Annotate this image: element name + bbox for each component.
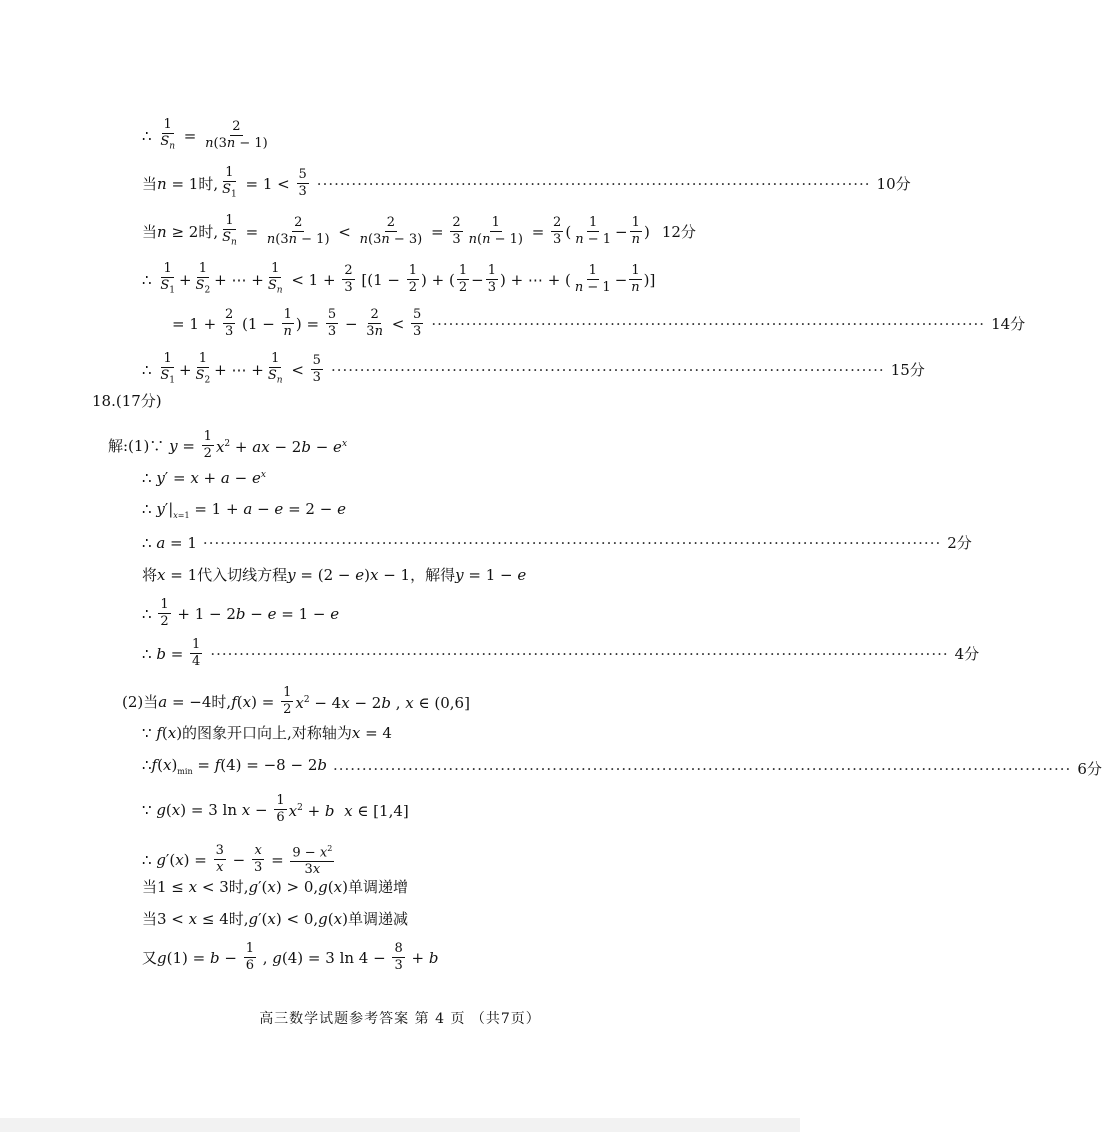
- score-label: 6分: [1077, 759, 1102, 778]
- math-line: ∴ $\frac{1}{S_n}$ = $\frac{2}{n(3n - 1)}$: [142, 117, 268, 152]
- leader-dots: ································································································································: [333, 759, 1072, 778]
- score-label: 12分: [661, 222, 696, 241]
- math-line: ∴ $y'|_{x=1} = 1 + a - e = 2 - e$: [142, 500, 346, 520]
- math-line: 又g(1) = b − $\frac{1}{6}$ , g(4) = 3 ln 4 − $\frac{8}{3}$ + b: [142, 941, 439, 973]
- question-heading: 18.(17分): [92, 392, 162, 410]
- math-line: 当1 ≤ x < 3时,g′(x) > 0,g(x)单调递增: [142, 878, 408, 896]
- math-line: (2)当a = −4时,f(x) = $\frac{1}{2}$ $x^2 - 4x - 2b$ , x ∈ (0,6]: [122, 685, 470, 717]
- math-line: 解:(1)∵ y = $\frac{1}{2}$ $x^2$ + ax − $2b - e^x$: [108, 429, 348, 461]
- leader-dots: ································································································································: [202, 534, 942, 552]
- leader-dots: ································································································: [316, 174, 871, 193]
- math-line: 当3 < x ≤ 4时,g′(x) < 0,g(x)单调递减: [142, 910, 408, 928]
- math-line: ∴ $\frac{1}{S_1}$ + $\frac{1}{S_2}$ + ⋯ + $\frac{1}{S_n}$ < $\frac{5}{3}$ ································································································ 15分: [142, 351, 925, 386]
- score-label: 4分: [954, 644, 980, 663]
- math-line: ∴ b = $\frac{1}{4}$ ································································································································ 4分: [142, 637, 980, 669]
- math-line: ∴ $\frac{1}{S_1}$ + $\frac{1}{S_2}$ + ⋯ + $\frac{1}{S_n}$ < 1 + $\frac{2}{3}$ [(1 − $\frac{1}{2}$ ) + ( $\frac{1}{2}$ − $\frac{1}{3}$ ) + ⋯ + ( $\frac{1}{n - 1}$ − $\frac{1}{n}$ )]: [142, 261, 656, 296]
- page-footer: 高三数学试题参考答案 第 4 页 （共7页）: [259, 1011, 541, 1027]
- math-line: ∵ g(x) = 3 ln x − $\frac{1}{6}$ $x^2 + b$ x ∈ [1,4]: [142, 793, 409, 825]
- math-line: 当n = 1时, $\frac{1}{S_1}$ = 1 < $\frac{5}{3}$ ································································································ 10分: [142, 165, 911, 200]
- math-line: 将x = 1代入切线方程y = (2 − e)x − 1，解得y = 1 − e: [142, 566, 527, 584]
- score-label: 15分: [890, 360, 925, 379]
- math-line: ∴ a = 1 ································································································································ 2分: [142, 534, 972, 552]
- score-label: 14分: [991, 314, 1026, 333]
- page-edge: [0, 1118, 800, 1132]
- math-line: = 1 + $\frac{2}{3}$ (1 − $\frac{1}{n}$ ) = $\frac{5}{3}$ − $\frac{2}{3n}$ < $\frac{5}{3}$ ································································································ 14分: [172, 307, 1026, 339]
- math-line: ∴ g′(x) = $\frac{3}{x}$ − $\frac{x}{3}$ = $\frac{9 - x^2}{3x}$: [142, 843, 333, 878]
- math-line: 当n ≥ 2时, $\frac{1}{S_n}$ = $\frac{2}{n(3n - 1)}$ < $\frac{2}{n(3n - 3)}$ = $\frac{2}{3}$ $\frac{1}{n(n - 1)}$ = $\frac{2}{3}$ ( $\frac{1}{n - 1}$ − $\frac{1}{n}$ ) 12分: [142, 213, 696, 248]
- math-line: ∴ $y' = x + a - e^x$: [142, 469, 266, 487]
- score-label: 2分: [947, 534, 972, 552]
- math-line: ∴ $\frac{1}{2}$ + 1 − 2b − e = 1 − e: [142, 597, 340, 629]
- math-line: ∵ f(x)的图象开口向上,对称轴为x = 4: [142, 724, 392, 742]
- score-label: 10分: [876, 174, 911, 193]
- math-line: $\therefore f(x)_{min} = f(4) = -8 - 2b$ ································································································································ 6分: [142, 756, 1102, 778]
- leader-dots: ································································································: [330, 360, 885, 379]
- leader-dots: ································································································································: [210, 644, 949, 663]
- leader-dots: ································································································: [431, 314, 986, 333]
